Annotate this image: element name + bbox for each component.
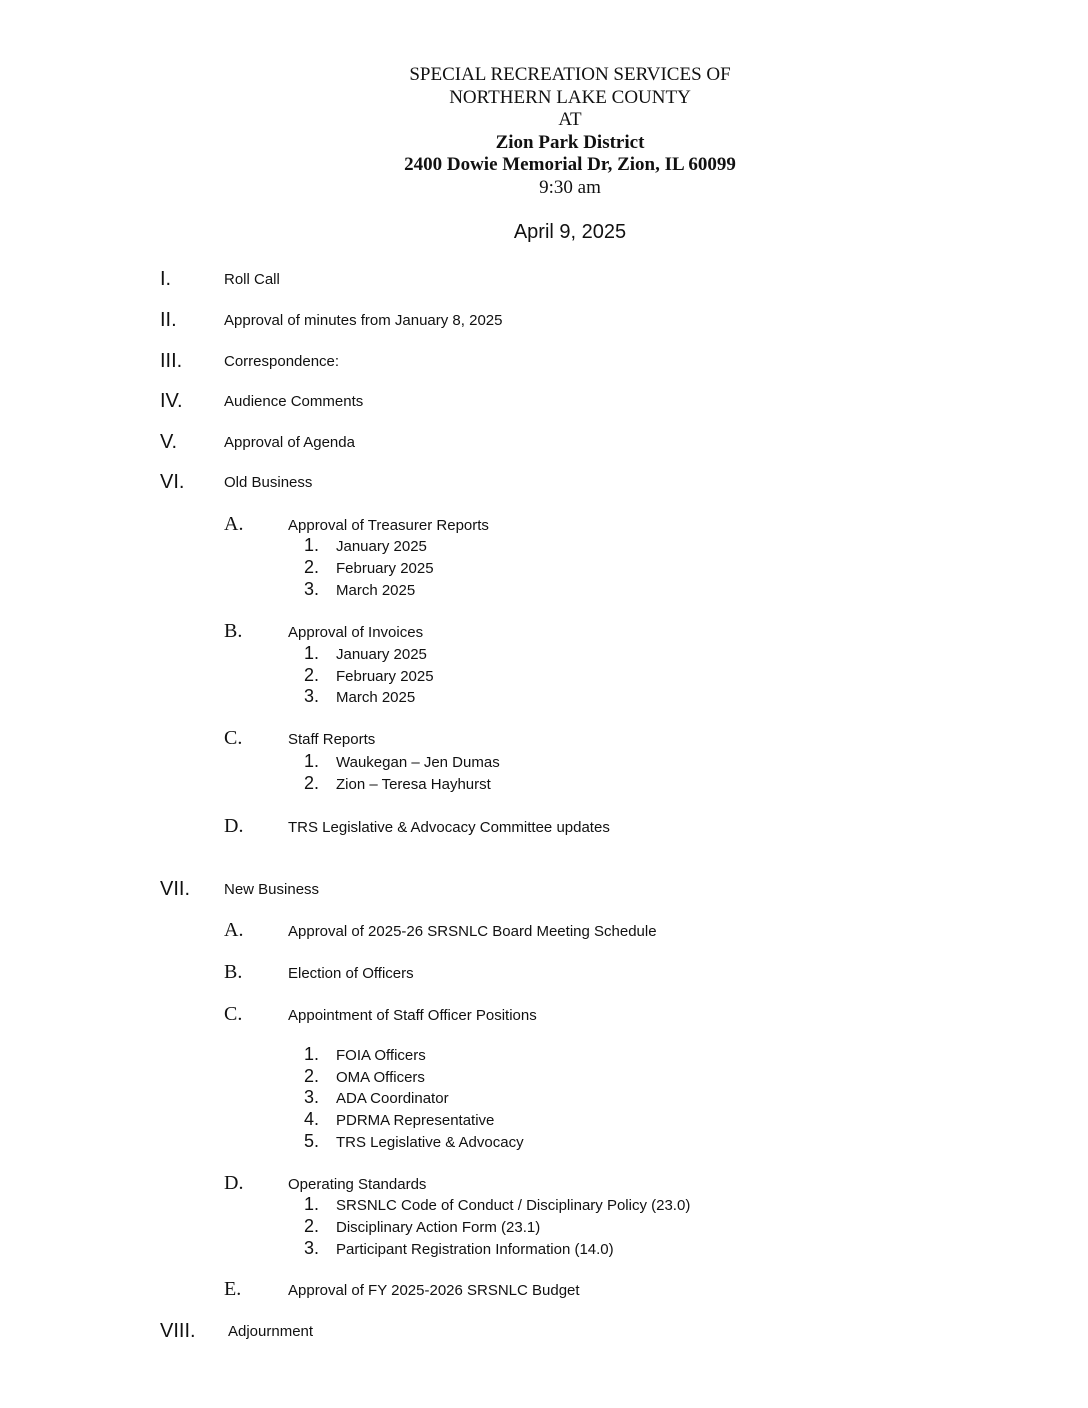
sub-item-invoices: Approval of Invoices [288,624,424,641]
list-number: 1. [304,1044,320,1064]
item-number: III. [160,350,183,372]
list-number: 2. [304,1216,320,1236]
sub-item-letter: B. [224,620,243,642]
list-item: FOIA Officers [336,1047,426,1064]
item-correspondence: Correspondence: [224,353,340,370]
sub-item-election-officers: Election of Officers [288,965,414,982]
list-item: Disciplinary Action Form (23.1) [336,1219,541,1236]
item-new-business: New Business [224,881,320,898]
item-number: VII. [160,878,191,900]
item-number: II. [160,309,177,331]
meeting-time: 9:30 am [539,176,601,198]
sub-item-operating-standards: Operating Standards [288,1176,427,1193]
list-number: 3. [304,579,320,599]
org-name-line1: SPECIAL RECREATION SERVICES OF [409,64,731,85]
list-number: 1. [304,535,320,555]
at-label: AT [558,109,582,131]
list-number: 1. [304,751,320,771]
item-adjournment: Adjournment [228,1323,314,1340]
list-number: 2. [304,665,320,685]
list-item: OMA Officers [336,1069,425,1086]
item-old-business: Old Business [224,474,313,491]
venue-address: 2400 Dowie Memorial Dr, Zion, IL 60099 [404,154,736,176]
item-number: VI. [160,471,185,493]
list-item: TRS Legislative & Advocacy [336,1134,524,1151]
list-number: 2. [304,557,320,577]
list-number: 3. [304,1087,320,1107]
item-approval-agenda: Approval of Agenda [224,434,355,451]
item-roll-call: Roll Call [224,271,280,288]
list-number: 2. [304,773,320,793]
item-number: I. [160,268,172,290]
sub-item-letter: C. [224,727,243,749]
list-number: 2. [304,1066,320,1086]
item-number: VIII. [160,1320,196,1342]
list-number: 4. [304,1109,320,1129]
org-name-line2: NORTHERN LAKE COUNTY [449,86,691,108]
sub-item-meeting-schedule: Approval of 2025-26 SRSNLC Board Meeting Schedule [288,923,657,940]
list-number: 1. [304,1194,320,1214]
list-item: January 2025 [336,646,427,663]
sub-item-letter: A. [224,513,244,535]
meeting-date: April 9, 2025 [513,221,627,243]
list-item: February 2025 [336,668,434,685]
venue-name: Zion Park District [495,131,645,153]
item-audience-comments: Audience Comments [224,393,364,410]
item-number: IV. [160,390,183,412]
sub-item-staff-officer-positions: Appointment of Staff Officer Positions [288,1007,537,1024]
list-number: 3. [304,686,320,706]
meeting-header [0,64,1088,200]
sub-item-letter: D. [224,815,244,837]
list-item: PDRMA Representative [336,1112,495,1129]
sub-item-trs-updates: TRS Legislative & Advocacy Committee updates [288,819,610,836]
list-item: Zion – Teresa Hayhurst [336,776,491,793]
list-number: 1. [304,643,320,663]
list-item: SRSNLC Code of Conduct / Disciplinary Policy (23.0) [336,1197,691,1214]
list-item: Waukegan – Jen Dumas [336,754,500,771]
list-number: 5. [304,1131,320,1151]
sub-item-budget: Approval of FY 2025-2026 SRSNLC Budget [288,1282,580,1299]
sub-item-treasurer-reports: Approval of Treasurer Reports [288,517,489,534]
item-approval-minutes: Approval of minutes from January 8, 2025 [224,312,503,329]
sub-item-letter: A. [224,919,244,941]
list-item: January 2025 [336,538,427,555]
item-number: V. [160,431,178,453]
sub-item-letter: E. [224,1278,242,1300]
sub-item-letter: D. [224,1172,244,1194]
list-number: 3. [304,1238,320,1258]
list-item: February 2025 [336,560,434,577]
sub-item-staff-reports: Staff Reports [288,731,376,748]
list-item: ADA Coordinator [336,1090,449,1107]
sub-item-letter: C. [224,1003,243,1025]
list-item: Participant Registration Information (14.0) [336,1241,614,1258]
sub-item-letter: B. [224,961,243,983]
list-item: March 2025 [336,582,416,599]
list-item: March 2025 [336,689,416,706]
